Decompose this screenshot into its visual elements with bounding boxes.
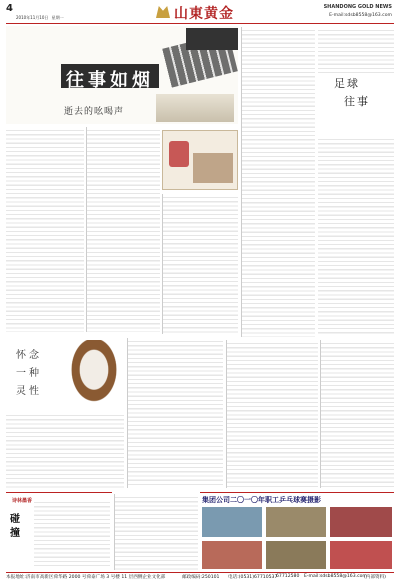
vendor-cart [193, 153, 233, 183]
footer-address: 本报地址:济南市高新区舜华路 2000 号舜泰广场 3 号楼 11 层西侧企业文化部 [6, 575, 166, 580]
table-tennis-photo-5 [266, 541, 326, 569]
article-middle-body [127, 338, 223, 488]
table-tennis-photo-4 [202, 541, 262, 569]
english-name: SHANDONG GOLD NEWS [323, 4, 392, 10]
article-football-body-right-2 [318, 136, 394, 336]
issue-date-line [16, 15, 64, 21]
footer-email: E-mail:sdsb8558@163.com [304, 574, 367, 579]
table-tennis-photo-3 [330, 507, 392, 537]
banner [6, 26, 238, 124]
article-cries-body-3 [162, 194, 238, 334]
article-dog-body [6, 412, 124, 488]
dog-photo [68, 340, 120, 406]
dog-title-a: 怀念 [16, 350, 42, 361]
masthead-logo [156, 3, 252, 21]
article-football-title [330, 75, 390, 135]
article-football-body-left [241, 27, 315, 337]
football-title-a: 足球 [334, 77, 360, 90]
footer-fax: 67712580 [276, 574, 300, 579]
footer-phone: 电话:(0531)67710537 [228, 575, 278, 580]
dog-title-b: 一种 [16, 368, 42, 379]
article-cries-body [6, 127, 84, 332]
dog-title-c: 灵性 [16, 386, 42, 397]
dog-section [6, 336, 124, 410]
poetry-section-label: 诗林墨香 [12, 498, 33, 504]
article-cries-body-2 [86, 127, 160, 332]
page-header [6, 2, 394, 24]
poetry-title: 碰撞 [10, 514, 20, 539]
header-email: E-mail:sdsb8558@163.com [329, 13, 392, 18]
article-middle-body-2 [226, 340, 318, 488]
article-football-body-right [318, 27, 394, 75]
page-number: 4 [6, 3, 13, 14]
footer-note: (内部资料) [364, 575, 386, 580]
issue-date: 2010年11月10日 [16, 15, 49, 20]
footer-postal: 邮政编码:250101 [182, 575, 220, 580]
hanging-lanterns [169, 141, 189, 167]
gold-emblem-icon [156, 6, 170, 18]
dark-corner-band [186, 28, 238, 50]
banner-subtitle: 逝去的吆喝声 [64, 107, 125, 117]
vendor-illustration [156, 94, 234, 122]
banner-title: 往事如烟 [66, 70, 154, 91]
article-right-body [320, 340, 394, 488]
masthead-title: 山東黄金 [174, 6, 234, 22]
photo-feature [200, 492, 394, 570]
issue-weekday: 星期一 [51, 15, 64, 20]
table-tennis-photo-2 [266, 507, 326, 537]
table-tennis-photo-1 [202, 507, 262, 537]
poetry-body-2 [114, 494, 198, 570]
photo-feature-title: 集团公司二〇一〇年职工乒乓球赛摄影 [202, 496, 321, 504]
footer-rule [6, 572, 394, 573]
poetry-body [34, 499, 110, 569]
page-footer [6, 574, 394, 582]
poetry-section [6, 492, 112, 570]
football-title-b: 往事 [344, 95, 370, 108]
vendor-photo [162, 130, 238, 190]
table-tennis-photo-6 [330, 541, 392, 569]
header-rule [6, 23, 394, 24]
